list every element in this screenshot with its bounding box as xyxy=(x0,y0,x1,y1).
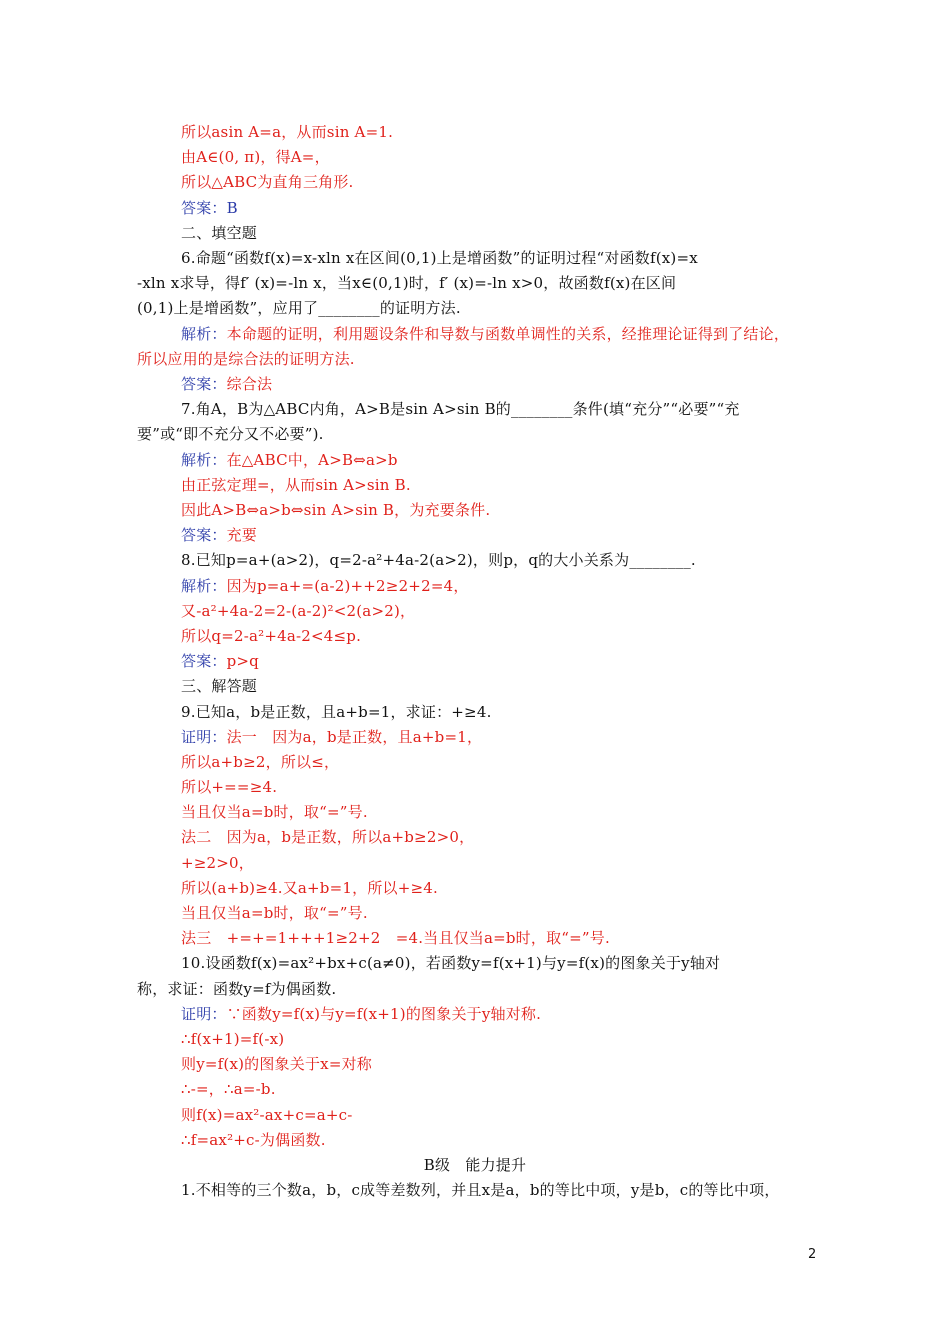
line-text: 当且仅当a=b时，取“=”号. xyxy=(181,904,368,922)
line-text: 法二 因为a，b是正数，所以a+b≥2>0， xyxy=(181,828,475,846)
line-text: 8.已知p=a+(a>2)，q=2-a²+4a-2(a>2)，则p，q的大小关系为________. xyxy=(181,551,696,569)
line-text xyxy=(181,726,482,748)
line-text: ∴-=，∴a=-b. xyxy=(181,1080,276,1098)
label-body: 综合法 xyxy=(226,375,273,393)
label-prefix: 解析： xyxy=(181,451,227,469)
line-text: 由A∈(0, π)，得A=， xyxy=(181,148,330,166)
line-text: ∴f=ax²+c-为偶函数. xyxy=(181,1131,326,1149)
line-text: 所以+==≥4. xyxy=(181,778,278,796)
line-text: B级 能力提升 xyxy=(423,1156,527,1174)
line-text xyxy=(181,323,789,345)
label-body: ∵函数y=f(x)与y=f(x+1)的图象关于y轴对称. xyxy=(226,1005,542,1023)
line-text xyxy=(181,1003,541,1025)
line-text: (0,1)上是增函数”，应用了________的证明方法. xyxy=(137,299,461,317)
line-text: 则f(x)=ax²-ax+c=a+c- xyxy=(181,1106,353,1124)
label-prefix: 答案： xyxy=(181,526,227,544)
line-text: 法三 +=+=1+++1≥2+2 =4.当且仅当a=b时，取“=”号. xyxy=(181,929,610,947)
line-text: 由正弦定理=，从而sin A>sin B. xyxy=(181,476,411,494)
line-text: -xln x求导，得f′ (x)=-ln x，当x∈(0,1)时，f′ (x)=-ln x>0，故函数f(x)在区间 xyxy=(137,274,677,292)
label-prefix: 答案： xyxy=(181,652,227,670)
line-text: ∴f(x+1)=f(-x) xyxy=(181,1030,285,1048)
line-text: 所以△ABC为直角三角形. xyxy=(181,173,354,191)
label-body: 在△ABC中，A>B⇔a>b xyxy=(226,451,398,469)
label-prefix: 解析： xyxy=(181,325,227,343)
label-body: 本命题的证明，利用题设条件和导数与函数单调性的关系，经推理论证得到了结论， xyxy=(226,325,790,343)
line-text: 9.已知a，b是正数，且a+b=1，求证：+≥4. xyxy=(181,703,492,721)
line-text: 又-a²+4a-2=2-(a-2)²<2(a>2)， xyxy=(181,602,416,620)
line-text: +≥2>0， xyxy=(181,854,254,872)
label-body: p>q xyxy=(226,652,259,670)
line-text: 当且仅当a=b时，取“=”号. xyxy=(181,803,368,821)
line-text: 6.命题“函数f(x)=x-xln x在区间(0,1)上是增函数”的证明过程“对函数f(x)=x xyxy=(181,249,698,267)
line-text: 称，求证：函数y=f为偶函数. xyxy=(137,980,337,998)
label-prefix: 证明： xyxy=(181,1005,227,1023)
label-body: 法一 因为a，b是正数，且a+b=1， xyxy=(226,728,483,746)
page-number: 2 xyxy=(808,1247,817,1262)
line-text: 则y=f(x)的图象关于x=对称 xyxy=(181,1055,372,1073)
line-text: 所以a+b≥2，所以≤， xyxy=(181,753,340,771)
line-text: 三、解答题 xyxy=(181,677,258,695)
line-text: 1.不相等的三个数a，b，c成等差数列，并且x是a，b的等比中项，y是b，c的等比中项， xyxy=(181,1181,780,1199)
line-text: 7.角A，B为△ABC内角，A>B是sin A>sin B的________条件(填“充分”“必要”“充 xyxy=(181,400,740,418)
line-text: 答案：B xyxy=(181,199,238,217)
line-text: 10.设函数f(x)=ax²+bx+c(a≠0)，若函数y=f(x+1)与y=f(x)的图象关于y轴对 xyxy=(181,954,721,972)
line-text xyxy=(181,373,272,395)
line-text: 所以(a+b)≥4.又a+b=1，所以+≥4. xyxy=(181,879,438,897)
label-body: 因为p=a+=(a-2)++2≥2+2=4， xyxy=(226,577,469,595)
line-text xyxy=(181,575,469,597)
line-text: 所以q=2-a²+4a-2<4≤p. xyxy=(181,627,362,645)
line-text: 二、填空题 xyxy=(181,224,258,242)
line-text: 因此A>B⇔a>b⇔sin A>sin B，为充要条件. xyxy=(181,501,491,519)
line-text: 要”或“即不充分又不必要”). xyxy=(137,425,324,443)
line-text xyxy=(181,524,257,546)
line-text xyxy=(181,650,259,672)
line-text: 所以应用的是综合法的证明方法. xyxy=(137,350,355,368)
label-prefix: 证明： xyxy=(181,728,227,746)
label-prefix: 答案： xyxy=(181,375,227,393)
line-text xyxy=(181,449,398,471)
label-prefix: 解析： xyxy=(181,577,227,595)
line-text: 所以asin A=a，从而sin A=1. xyxy=(181,123,394,141)
section-heading xyxy=(0,1154,950,1176)
label-body: 充要 xyxy=(226,526,258,544)
